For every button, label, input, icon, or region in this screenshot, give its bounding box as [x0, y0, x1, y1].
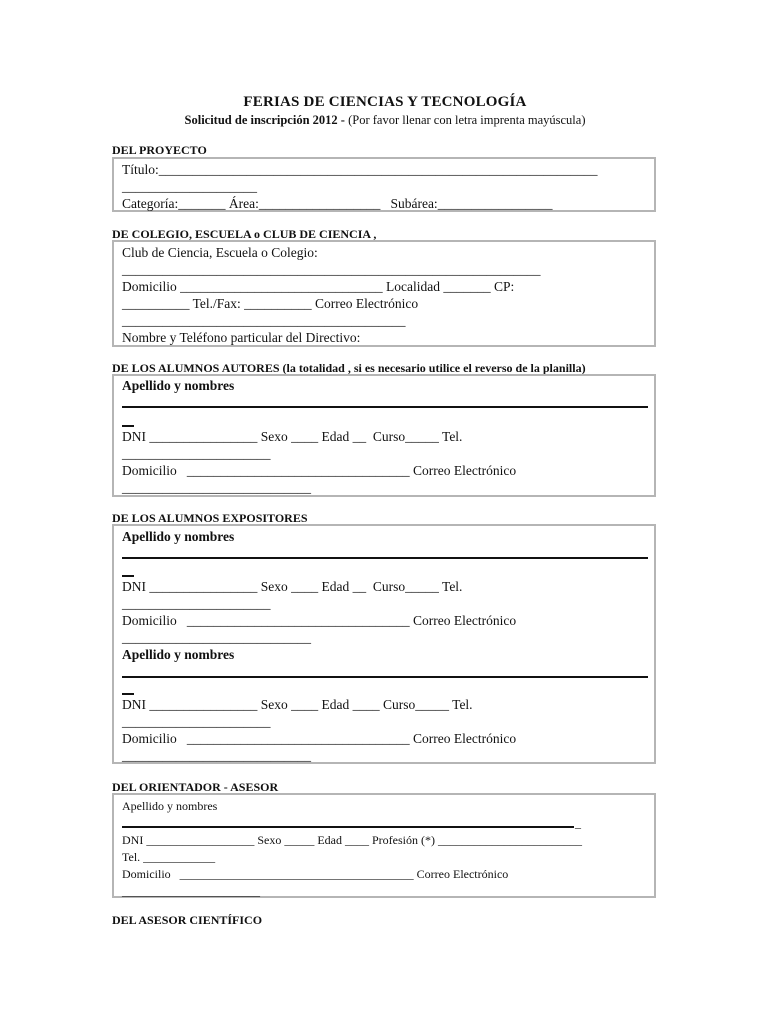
expositor-2-dni-sexo-edad-curso-tel[interactable]: DNI ________________ Sexo ____ Edad ____ Curso_____ Tel.	[122, 697, 473, 712]
expositor-2-apellido-label: Apellido y nombres	[122, 647, 235, 662]
orientador-dni-sexo-edad-profesion[interactable]: DNI __________________ Sexo _____ Edad ____ Profesión (*) ________________________	[122, 833, 582, 847]
expositor-2-apellido-field[interactable]	[122, 676, 648, 678]
expositor-1-dni-field[interactable]: ________________	[149, 579, 258, 594]
domicilio-label: Domicilio	[122, 279, 181, 294]
expositor-2-tel-field[interactable]: ______________________	[122, 714, 271, 729]
club-escuela-colegio-label: Club de Ciencia, Escuela o Colegio:	[122, 245, 318, 260]
autor-sexo-field[interactable]: ____	[291, 429, 319, 444]
subtitle-bold: Solicitud de inscripción 2012 -	[184, 113, 349, 127]
domicilio-localidad-cp-fields[interactable]	[122, 279, 514, 295]
expositor-1-domicilio-correo-fields[interactable]: Domicilio _________________________________ Correo Electrónico	[122, 613, 517, 628]
autor-tel-field[interactable]: ______________________	[122, 446, 271, 461]
expositor-2-apellido-field-tail[interactable]	[122, 693, 134, 695]
titulo-field-continuation[interactable]: ____________________	[122, 179, 257, 194]
autor-correo-field[interactable]: ____________________________	[122, 480, 311, 495]
section-asesor-cientifico-heading: DEL ASESOR CIENTÍFICO	[112, 913, 263, 927]
orientador-tel-field[interactable]: Tel. ____________	[122, 850, 216, 864]
section-autores-heading: DE LOS ALUMNOS AUTORES (la totalidad , si es necesario utilice el reverso de la planilla)	[112, 361, 586, 375]
orientador-correo-field[interactable]: _______________________	[122, 884, 260, 898]
section-proyecto-heading: DEL PROYECTO	[112, 143, 207, 157]
correo-field-continuation[interactable]: __________________________________________	[122, 313, 406, 328]
autor-edad-field[interactable]: __	[352, 429, 370, 444]
section-expositores-heading: DE LOS ALUMNOS EXPOSITORES	[112, 511, 308, 525]
expositor-2-domicilio-correo-fields[interactable]: Domicilio _________________________________ Correo Electrónico	[122, 731, 517, 746]
autor-apellido-field[interactable]	[122, 406, 648, 408]
expositor-2-correo-field[interactable]: ____________________________	[122, 748, 311, 763]
orientador-profesion-field[interactable]: Profesión (*) ________________________	[368, 833, 582, 847]
expositor-2-dni-field[interactable]: ________________	[149, 697, 258, 712]
expositor-1-edad-field[interactable]: __	[352, 579, 370, 594]
expositor-1-apellido-field-tail[interactable]	[122, 575, 134, 577]
form-title: FERIAS DE CIENCIAS Y TECNOLOGÍA	[243, 94, 527, 110]
categoria-area-subarea-fields[interactable]: Categoría:_______ Área:__________________ Subárea:_________________	[122, 196, 553, 211]
orientador-sexo-field[interactable]: _____	[284, 833, 315, 847]
expositor-1-tel-field[interactable]: ______________________	[122, 596, 271, 611]
club-escuela-colegio-field[interactable]: ______________________________________________________________	[122, 262, 541, 277]
expositor-2-edad-field[interactable]: ____	[352, 697, 380, 712]
autor-dni-sexo-edad-curso-tel[interactable]: DNI ________________ Sexo ____ Edad __ Curso_____ Tel.	[122, 429, 463, 444]
orientador-apellido-field-tail[interactable]: _	[575, 816, 581, 830]
orientador-apellido-label: Apellido y nombres	[122, 799, 218, 813]
orientador-edad-field[interactable]: ____	[344, 833, 369, 847]
directivo-label: Nombre y Teléfono particular del Directivo:	[122, 330, 361, 345]
section-colegio-heading: DE COLEGIO, ESCUELA o CLUB DE CIENCIA ,	[112, 227, 377, 241]
section-orientador-heading: DEL ORIENTADOR - ASESOR	[112, 780, 279, 794]
autor-dni-field[interactable]: ________________	[149, 429, 258, 444]
form-subtitle	[0, 113, 770, 128]
tel-fax-correo-fields[interactable]: __________ Tel./Fax: __________ Correo Electrónico	[122, 296, 419, 311]
expositor-2-sexo-field[interactable]: ____	[291, 697, 319, 712]
orientador-domicilio-correo-fields[interactable]: Domicilio _______________________________________ Correo Electrónico	[122, 867, 509, 881]
subtitle-note: (Por favor llenar con letra imprenta mayúscula)	[348, 113, 586, 127]
orientador-dni-field[interactable]: __________________	[146, 833, 255, 847]
localidad-cp-fields[interactable]: Localidad _______ CP:	[382, 279, 515, 294]
autor-apellido-label: Apellido y nombres	[122, 378, 235, 393]
autor-apellido-field-tail[interactable]	[122, 425, 134, 427]
expositor-1-apellido-label: Apellido y nombres	[122, 529, 235, 544]
expositor-1-apellido-field[interactable]	[122, 557, 648, 559]
orientador-apellido-field[interactable]	[122, 826, 574, 828]
domicilio-field[interactable]: ______________________________	[180, 279, 383, 294]
expositor-1-correo-field[interactable]: ____________________________	[122, 630, 311, 645]
autor-domicilio-correo-fields[interactable]: Domicilio _________________________________ Correo Electrónico	[122, 463, 517, 478]
expositor-1-dni-sexo-edad-curso-tel[interactable]: DNI ________________ Sexo ____ Edad __ Curso_____ Tel.	[122, 579, 463, 594]
expositor-1-sexo-field[interactable]: ____	[291, 579, 319, 594]
titulo-field[interactable]: Título:_________________________________________________________________	[122, 162, 598, 177]
